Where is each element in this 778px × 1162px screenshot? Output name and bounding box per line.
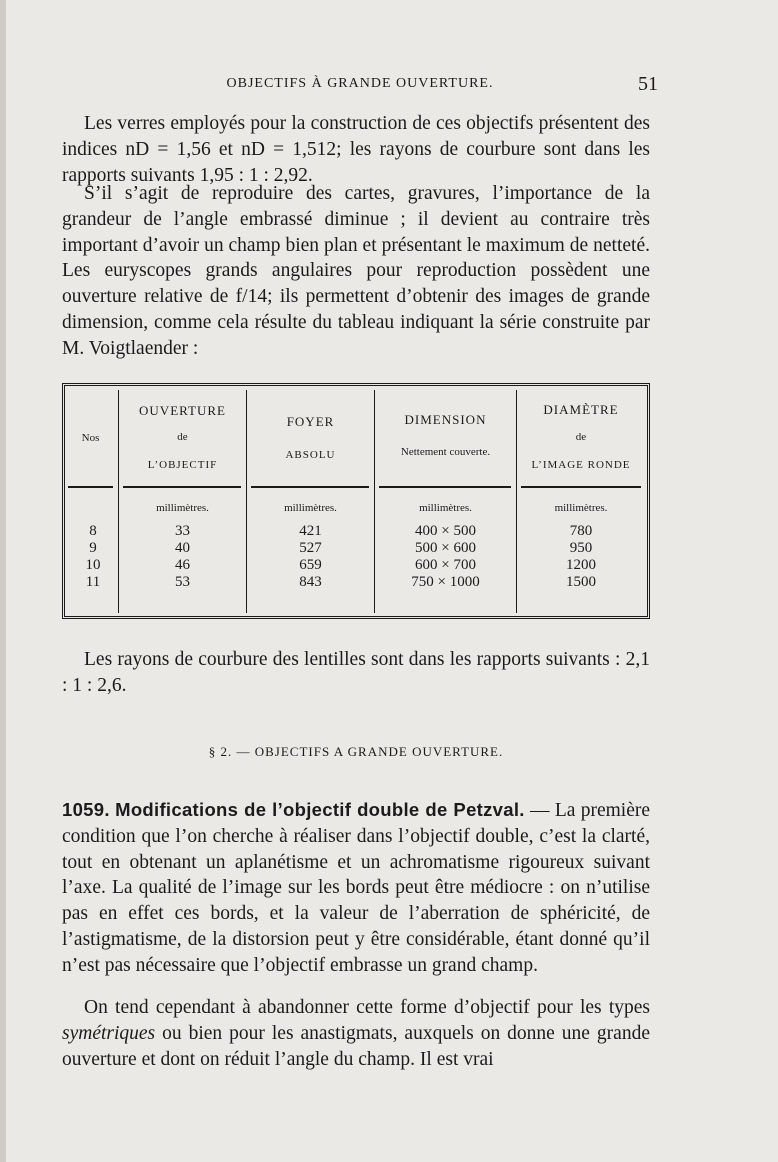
cell-ouverture: 53 [175,574,190,590]
page-number: 51 [638,73,658,95]
italic-term: symétriques [62,1022,156,1044]
cell-no: 11 [85,574,101,590]
header-ouverture: OUVERTURE [139,403,226,418]
cell-diametre: 780 [569,523,593,539]
times-sign: × [441,557,450,573]
cell-dimension [375,574,516,591]
cell-diametre: 1500 [566,574,596,590]
cell-foyer: 421 [299,523,322,539]
header-rule [68,486,113,488]
header-image-ronde: L’IMAGE RONDE [531,459,631,471]
cell-no: 10 [85,557,101,573]
cell-ouverture: 46 [175,557,190,573]
cell-dimension-b: 500 [453,523,476,539]
unit-foyer: millimètres. [284,502,337,514]
cell-foyer: 659 [299,557,322,573]
header-nettement-couverte: Nettement couverte. [400,446,491,458]
times-sign: × [441,523,450,539]
header-diametre: DIAMÈTRE [543,402,619,417]
article-text-end: ou bien pour les anastigmats, auxquels on donne une grande ouverture et dont on réduit l’angle du champ. Il est vrai [62,1022,650,1070]
header-foyer: FOYER [286,414,335,429]
cell-dimension-b: 700 [453,557,476,573]
cell-diametre: 1200 [566,557,596,573]
unit-ouverture: millimètres. [156,502,209,514]
cell-no: 9 [89,540,97,556]
cell-diametre: 950 [569,540,593,556]
cell-dimension-a: 400 [415,523,438,539]
article-paragraph-2 [62,995,650,1072]
cell-ouverture: 40 [175,540,190,556]
header-nos: Nos [81,432,100,444]
cell-dimension [375,557,516,574]
page-edge-shadow [0,0,6,1162]
heading-dash: — [524,800,550,821]
cell-dimension-b: 1000 [449,574,480,590]
paragraph-verres: Les verres employés pour la construction de ces objectifs présentent des indices nD = 1,56 et nD = 1,512; les rayons de courbure sont dans les rapports suivants 1,95 : 1 : 2,92. [62,113,650,186]
running-head [62,73,658,97]
cell-foyer: 527 [299,540,322,556]
article-1059-paragraph [62,797,650,979]
cell-dimension [375,540,516,557]
header-diametre-de: de [575,431,587,443]
cell-ouverture: 33 [175,523,190,539]
cell-dimension [375,523,516,540]
section-title: § 2. — OBJECTIFS A GRANDE OUVERTURE. [208,744,504,759]
header-dimension: DIMENSION [404,412,487,427]
article-text: La première condition que l’on cherche à réaliser dans l’objectif double, c’est la clarté, tout en obtenant un aplanétisme et un achromatisme rigoureux suivant l’axe. La qualité de l’image sur les bords peut être médiocre : on n’utilise pas en effet ces bords, et la valeur de l’aberration de sphéricité, de l’astigmatisme, de la distorsion peut y être considérable, étant donné qu’il n’est pas nécessaire que l’objectif embrasse un grand champ. [62,800,651,976]
article-heading: Modifications de l’objectif double de Petzval. [115,799,525,820]
cell-dimension-a: 600 [415,557,438,573]
article-number: 1059. [62,799,110,820]
header-rule [251,486,369,488]
header-objectif: L’OBJECTIF [147,459,218,471]
unit-diametre: millimètres. [554,502,608,514]
header-rule [521,486,641,488]
cell-no: 8 [89,523,97,539]
paragraph-rayons-courbure: Les rayons de courbure des lentilles sont dans les rapports suivants : 2,1 : 1 : 2,6. [62,649,650,696]
cell-dimension-a: 500 [415,540,438,556]
cell-foyer: 843 [299,574,322,590]
times-sign: × [437,574,446,590]
header-ouverture-de: de [177,431,188,443]
cell-dimension-b: 600 [453,540,476,556]
unit-dimension: millimètres. [419,502,472,514]
article-text-start: On tend cependant à abandonner cette forme d’objectif pour les types [84,997,650,1018]
running-title: OBJECTIFS À GRANDE OUVERTURE. [226,76,494,91]
paragraph-cartes-gravures: S’il s’agit de reproduire des cartes, gravures, l’importance de la grandeur de l’angle embrassé diminue ; il devient au contraire très important d’avoir un champ bien plan et présentant le maximum de netteté. Les euryscopes grands angulaires pour reproduction possèdent une ouverture relative de f/14; ils permettent d’obtenir des images de grande dimension, comme cela résulte du tableau indiquant la série construite par M. Voigtlaender : [62,183,650,359]
cell-dimension-a: 750 [411,574,434,590]
header-rule [123,486,241,488]
header-rule [379,486,511,488]
times-sign: × [441,540,450,556]
header-absolu: ABSOLU [285,449,336,461]
